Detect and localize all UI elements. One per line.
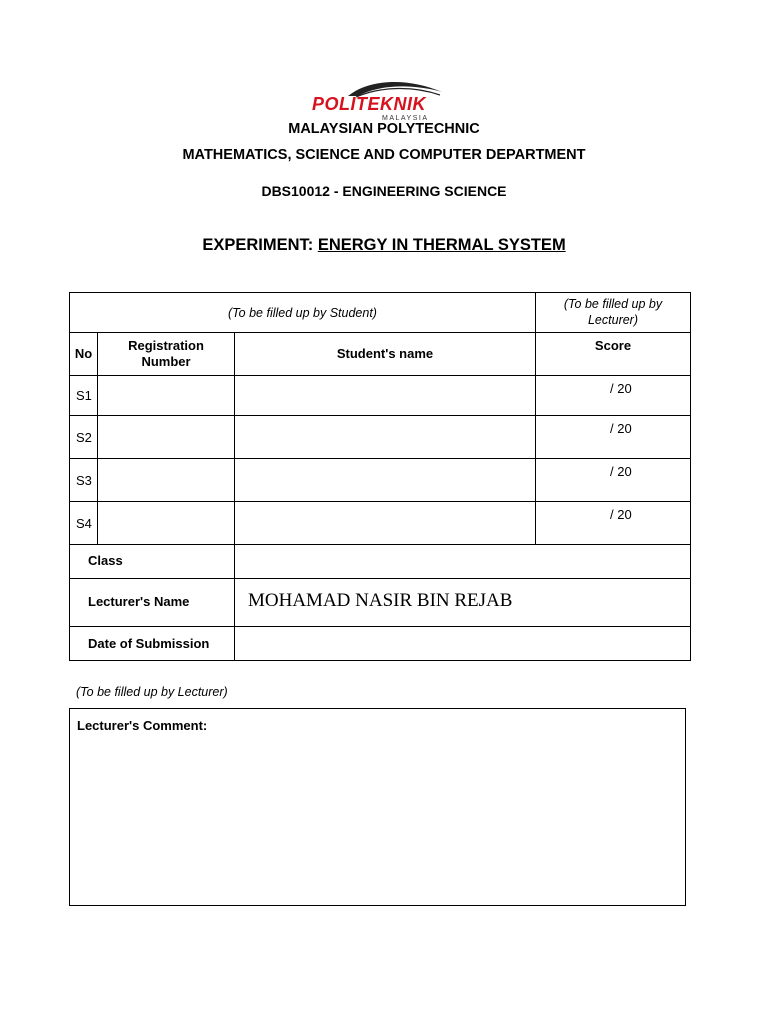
lecturer-fill-note: (To be filled up by Lecturer) bbox=[563, 297, 663, 327]
institution-title: MALAYSIAN POLYTECHNIC bbox=[288, 121, 480, 137]
score-cell: / 20 bbox=[610, 464, 632, 479]
experiment-title: ENERGY IN THERMAL SYSTEM bbox=[317, 236, 566, 254]
svg-text:MALAYSIA: MALAYSIA bbox=[382, 115, 429, 122]
score-cell: / 20 bbox=[610, 507, 632, 522]
comment-fill-note: (To be filled up by Lecturer) bbox=[76, 685, 228, 699]
date-of-submission-label: Date of Submission bbox=[88, 636, 210, 651]
row-label: S3 bbox=[76, 473, 92, 488]
lecturer-name-value: MOHAMAD NASIR BIN REJAB bbox=[248, 590, 513, 611]
class-label: Class bbox=[88, 553, 123, 568]
experiment-prefix: EXPERIMENT: bbox=[202, 236, 318, 254]
lecturer-name-label: Lecturer's Name bbox=[88, 594, 190, 609]
col-header-score: Score bbox=[594, 338, 632, 353]
col-header-registration: Registration Number bbox=[128, 338, 204, 369]
department-title: MATHEMATICS, SCIENCE AND COMPUTER DEPARTMENT bbox=[182, 147, 586, 163]
row-label: S2 bbox=[76, 430, 92, 445]
student-fill-note: (To be filled up by Student) bbox=[228, 305, 377, 320]
svg-text:POLITEKNIK: POLITEKNIK bbox=[312, 94, 427, 114]
col-header-student-name: Student's name bbox=[336, 346, 434, 361]
experiment-heading bbox=[0, 236, 768, 255]
row-label: S4 bbox=[76, 516, 92, 531]
course-title: DBS10012 - ENGINEERING SCIENCE bbox=[261, 183, 507, 199]
politeknik-logo bbox=[310, 80, 456, 122]
lecturer-comment-label: Lecturer's Comment: bbox=[77, 718, 208, 733]
score-cell: / 20 bbox=[610, 381, 632, 396]
col-header-no: No bbox=[74, 346, 93, 361]
score-cell: / 20 bbox=[610, 421, 632, 436]
row-label: S1 bbox=[76, 388, 92, 403]
lecturer-comment-box bbox=[69, 708, 686, 906]
